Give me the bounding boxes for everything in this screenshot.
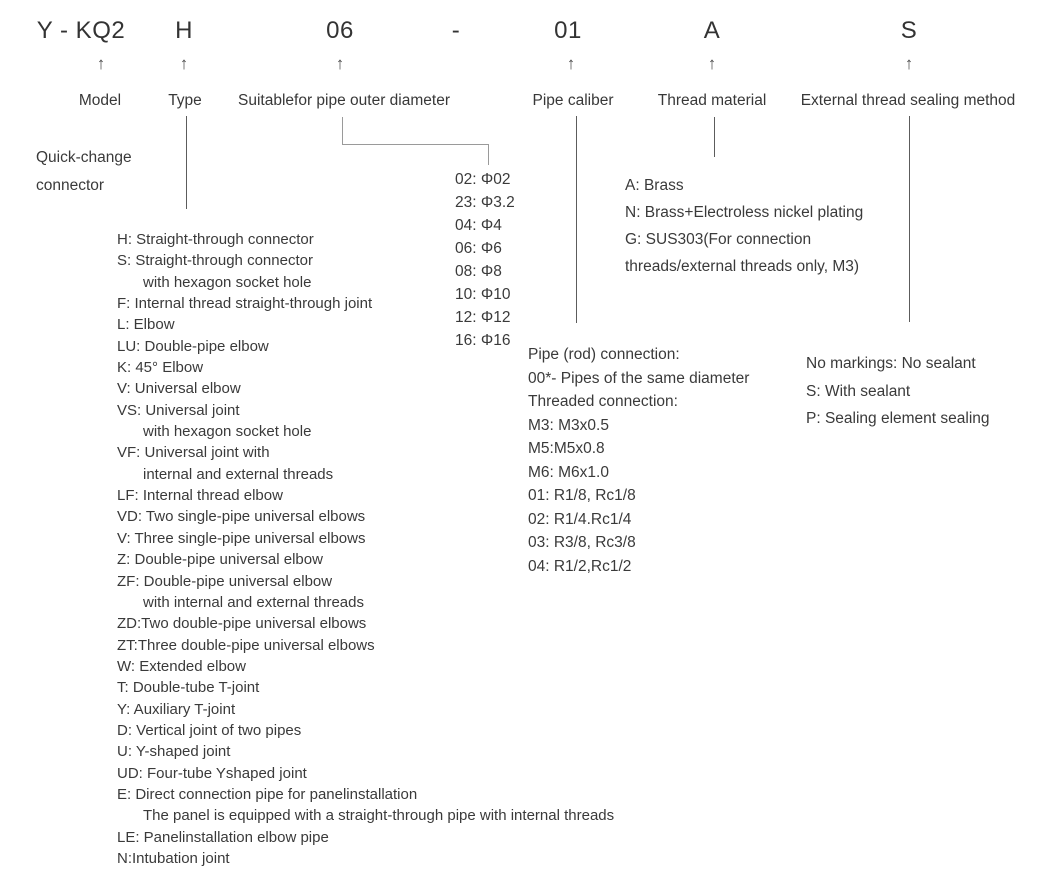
pipe-od-connector-line-drop <box>342 117 343 144</box>
pipe-caliber-code-item: 04: R1/2,Rc1/2 <box>528 557 632 575</box>
type-code-item: UD: Four-tube Yshaped joint <box>117 764 307 782</box>
field-label-caliber: Pipe caliber <box>532 92 614 109</box>
up-arrow-icon: ↑ <box>335 54 345 73</box>
sealing-method-code-item: P: Sealing element sealing <box>806 410 990 427</box>
code-segment-model: Y - KQ2 <box>36 17 126 44</box>
pipe-caliber-code-item: Pipe (rod) connection: <box>528 346 680 363</box>
pipe-od-code-item: 23: Φ3.2 <box>455 194 515 211</box>
code-segment-sealing: S <box>900 17 918 44</box>
pipe-od-code-item: 16: Φ16 <box>455 332 511 349</box>
field-label-sealing: External thread sealing method <box>800 92 1016 109</box>
type-code-item: Z: Double-pipe universal elbow <box>117 551 323 569</box>
code-segment-pipe-od: 06 <box>326 17 354 44</box>
pipe-caliber-code-item: 03: R3/8, Rc3/8 <box>528 534 636 551</box>
up-arrow-icon: ↑ <box>904 54 914 73</box>
code-segment-material: A <box>703 17 721 44</box>
pipe-caliber-code-item: 00*- Pipes of the same diameter <box>528 369 750 387</box>
type-code-item: H: Straight-through connector <box>117 231 314 248</box>
type-code-item: F: Internal thread straight-through joint <box>117 295 373 313</box>
sealing-connector-line <box>909 116 910 322</box>
code-segment-type: H <box>175 17 193 44</box>
pipe-od-code-item: 10: Φ10 <box>455 286 511 303</box>
up-arrow-icon: ↑ <box>707 54 717 73</box>
type-code-item: VS: Universal joint <box>117 401 240 419</box>
pipe-od-code-item: 04: Φ4 <box>455 217 502 234</box>
type-code-item: L: Elbow <box>117 316 175 334</box>
thread-material-code-item: A: Brass <box>625 177 684 194</box>
thread-material-code-item: N: Brass+Electroless nickel plating <box>625 204 864 221</box>
type-code-item: internal and external threads <box>143 465 334 483</box>
up-arrow-icon: ↑ <box>566 54 576 73</box>
pipe-od-connector-line-across <box>342 144 488 145</box>
type-code-item: S: Straight-through connector <box>117 252 313 270</box>
up-arrow-icon: ↑ <box>96 54 106 73</box>
up-arrow-icon: ↑ <box>179 54 189 73</box>
pipe-od-code-item: 02: Φ02 <box>455 171 511 188</box>
type-code-item: T: Double-tube T-joint <box>117 679 260 697</box>
type-code-item: V: Three single-pipe universal elbows <box>117 529 366 547</box>
type-code-item: N:Intubation joint <box>117 849 230 867</box>
pipe-caliber-code-item: M6: M6x1.0 <box>528 463 609 481</box>
pipe-caliber-code-item: M5:M5x0.8 <box>528 440 605 457</box>
pipe-caliber-code-list <box>528 343 749 578</box>
pipe-outer-diameter-code-list <box>455 168 515 352</box>
model-description-line: connector <box>36 176 105 194</box>
thread-material-code-item: threads/external threads only, M3) <box>625 258 860 275</box>
thread-material-code-item: G: SUS303(For connection <box>625 231 812 248</box>
type-code-item: ZT:Three double-pipe universal elbows <box>117 636 375 654</box>
field-label-model: Model <box>78 92 122 109</box>
pipe-od-code-item: 08: Φ8 <box>455 263 502 280</box>
material-connector-line <box>714 117 715 157</box>
field-label-pipe-od: Suitablefor pipe outer diameter <box>238 92 450 109</box>
type-code-item: LU: Double-pipe elbow <box>117 337 269 355</box>
field-label-type: Type <box>168 92 202 109</box>
pipe-caliber-code-item: 02: R1/4.Rc1/4 <box>528 510 632 528</box>
type-code-item: D: Vertical joint of two pipes <box>117 721 302 739</box>
pipe-od-code-item: 06: Φ6 <box>455 240 502 257</box>
type-code-item: ZF: Double-pipe universal elbow <box>117 572 333 590</box>
type-code-item: VD: Two single-pipe universal elbows <box>117 508 366 526</box>
thread-material-code-list <box>625 172 863 280</box>
type-code-item: E: Direct connection pipe for panelinstallation <box>117 785 418 803</box>
model-description-line: Quick-change <box>36 149 132 166</box>
type-code-item: LE: Panelinstallation elbow pipe <box>117 828 329 846</box>
type-code-item: ZD:Two double-pipe universal elbows <box>117 615 367 633</box>
type-connector-line <box>186 116 187 209</box>
type-code-item: LF: Internal thread elbow <box>117 487 283 505</box>
type-code-item: VF: Universal joint with <box>117 444 270 462</box>
type-code-item: K: 45° Elbow <box>117 359 204 377</box>
type-code-item: with internal and external threads <box>143 593 364 611</box>
pipe-caliber-code-item: M3: M3x0.5 <box>528 416 609 434</box>
pipe-od-code-item: 12: Φ12 <box>455 309 511 326</box>
type-code-item: Y: Auxiliary T-joint <box>117 700 236 718</box>
code-segment-caliber: 01 <box>554 17 582 44</box>
field-label-material: Thread material <box>657 92 767 109</box>
code-segment-separator: - <box>451 17 461 44</box>
model-description <box>36 144 132 199</box>
pipe-od-connector-line-tail <box>488 144 489 165</box>
sealing-method-code-item: No markings: No sealant <box>806 355 976 372</box>
type-code-item: U: Y-shaped joint <box>117 743 231 761</box>
type-code-item: V: Universal elbow <box>117 380 241 398</box>
pipe-caliber-code-item: 01: R1/8, Rc1/8 <box>528 487 636 504</box>
sealing-method-code-list <box>806 350 990 433</box>
type-code-item: with hexagon socket hole <box>143 423 312 441</box>
pipe-caliber-code-item: Threaded connection: <box>528 393 678 410</box>
type-code-item: W: Extended elbow <box>117 657 246 675</box>
type-code-item: with hexagon socket hole <box>143 273 312 291</box>
sealing-method-code-item: S: With sealant <box>806 382 911 400</box>
type-code-item: The panel is equipped with a straight-through pipe with internal threads <box>143 807 615 825</box>
